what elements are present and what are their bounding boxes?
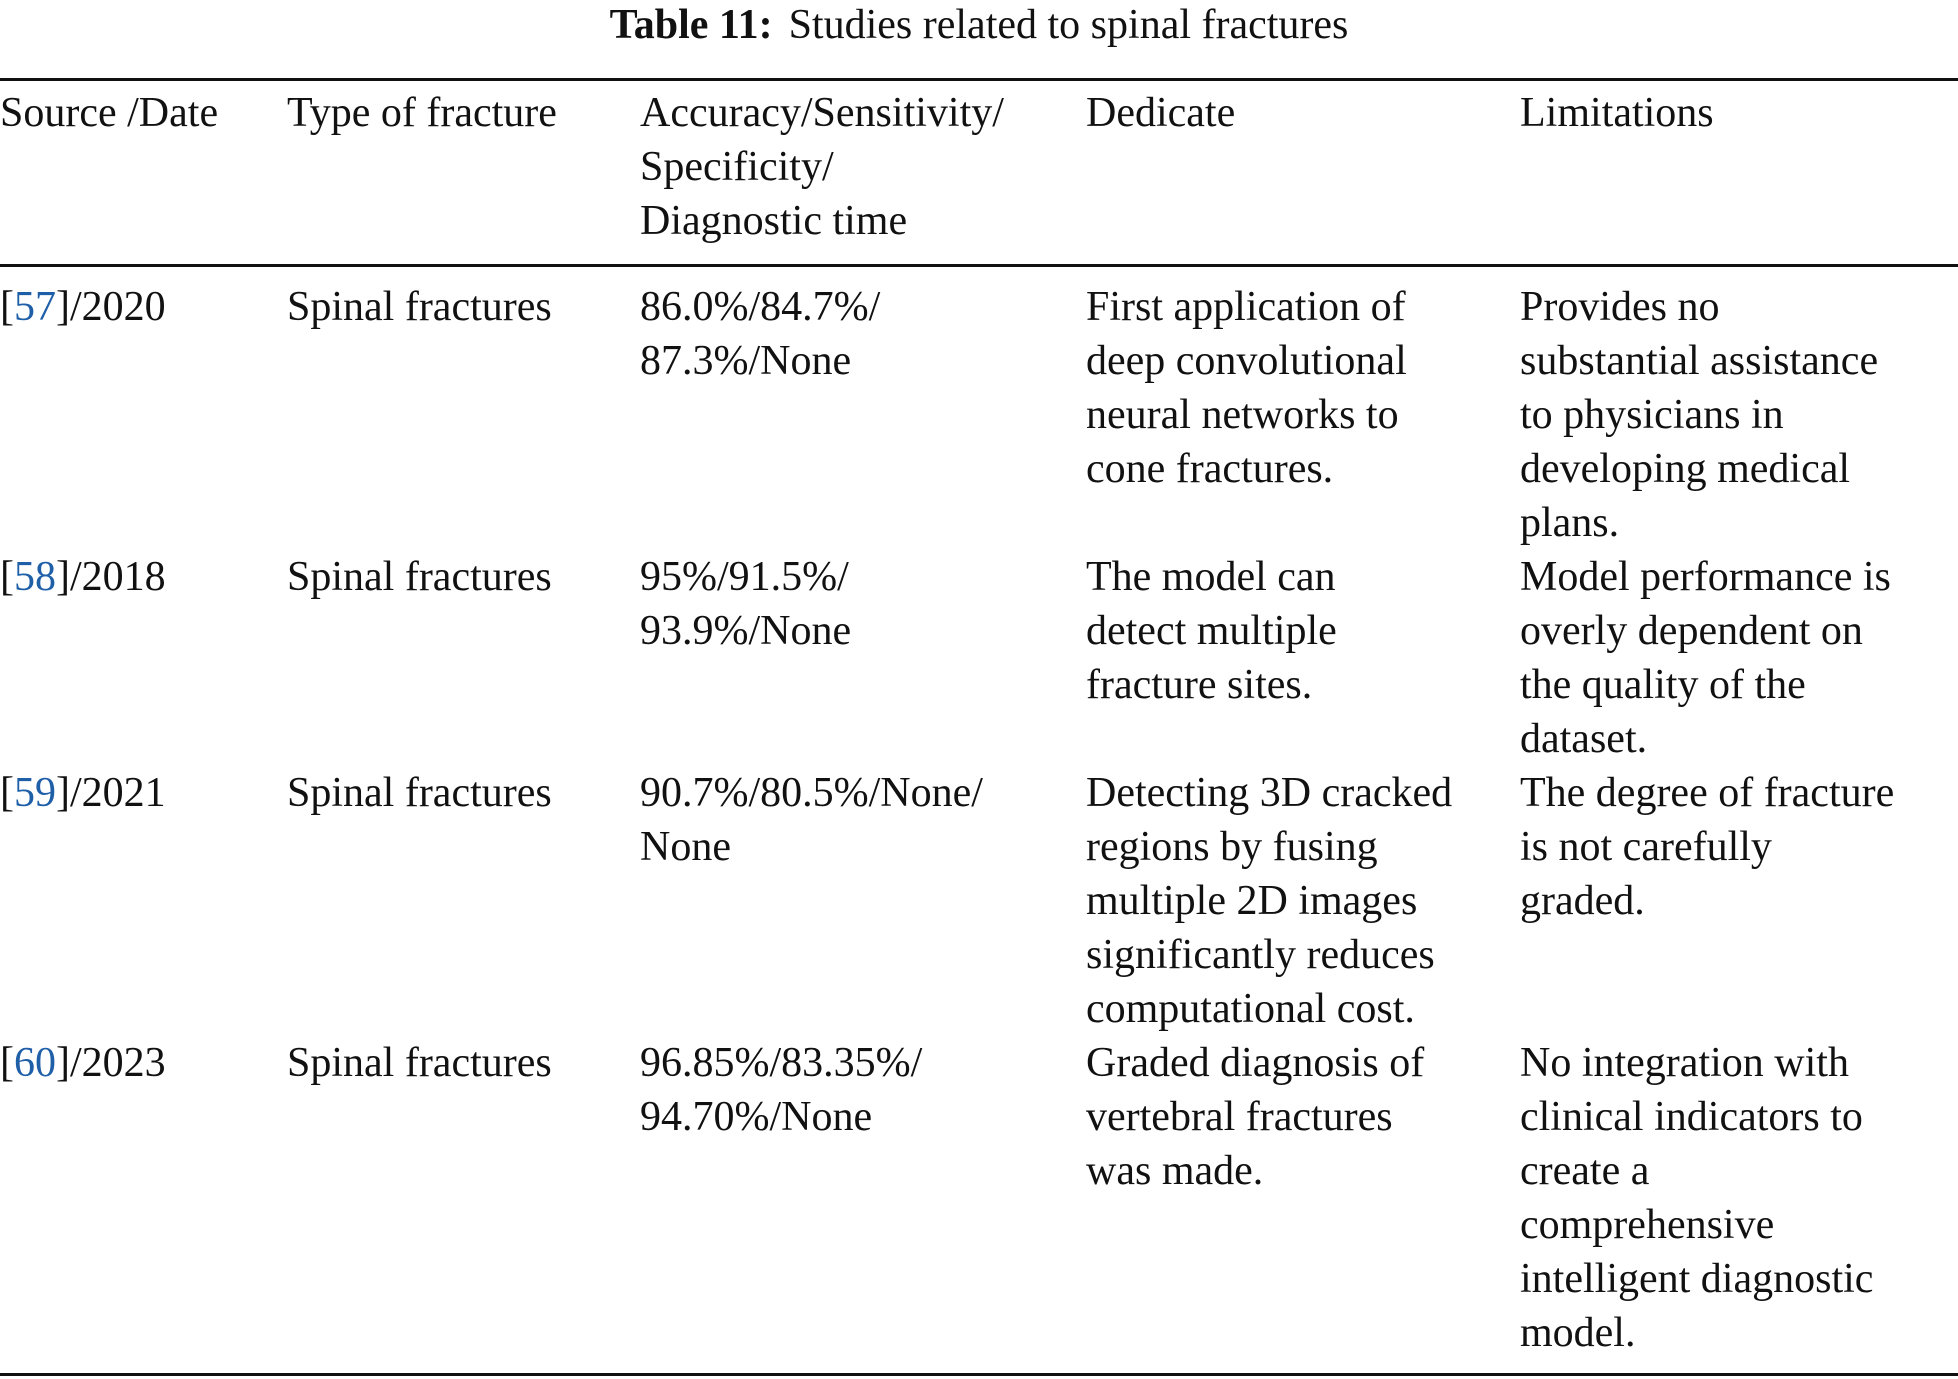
cell-line: overly dependent on [1520,608,1863,654]
cell-line: plans. [1520,500,1620,546]
cell-line: Model performance is [1520,554,1891,600]
cell-line: 87.3%/None [640,338,852,384]
cell-line: No integration with [1520,1040,1849,1086]
cell-line: detect multiple [1086,608,1337,654]
cell-source-date: [59]/2021 [0,770,166,816]
header-type-of-fracture: Type of fracture [287,90,557,136]
bottom-rule [0,1373,1958,1376]
cell-dedicate [1086,550,1520,766]
cell-line: fracture sites. [1086,662,1313,708]
cell-line: to physicians in [1520,392,1784,438]
cell-line: 86.0%/84.7%/ [640,284,881,330]
cell-dedicate [1086,1036,1520,1360]
cell-metrics [640,550,1086,766]
cell-line: Graded diagnosis of [1086,1040,1425,1086]
reference-link[interactable]: 57 [14,284,56,330]
cell-line: 94.70%/None [640,1094,873,1140]
cell-line: Detecting 3D cracked [1086,770,1453,816]
cell-source-date: [58]/2018 [0,554,166,600]
header-row [0,86,1958,266]
cell-metrics [640,1036,1086,1360]
cell-limitations [1520,766,1958,1036]
cell-line: 95%/91.5%/ [640,554,849,600]
cell-limitations [1520,266,1958,550]
table-row [0,266,1958,550]
cell-metrics [640,766,1086,1036]
cell-year: ]/2018 [56,554,166,600]
reference-link[interactable]: 60 [14,1040,56,1086]
cell-year: ]/2020 [56,284,166,330]
table-row [0,766,1958,1036]
cell-type: Spinal fractures [287,1040,552,1086]
cell-line: Provides no [1520,284,1720,330]
cell-source-date: [57]/2020 [0,284,166,330]
cell-year: ]/2023 [56,1040,166,1086]
cell-line: dataset. [1520,716,1648,762]
cell-line: 93.9%/None [640,608,852,654]
cell-line: cone fractures. [1086,446,1334,492]
header-metrics [640,86,1086,266]
reference-link[interactable]: 58 [14,554,56,600]
cell-limitations [1520,1036,1958,1360]
cell-line: model. [1520,1310,1636,1356]
cell-dedicate [1086,766,1520,1036]
header-source-date: Source /Date [0,90,219,136]
cell-type: Spinal fractures [287,284,552,330]
header-metrics-line: Diagnostic time [640,198,908,244]
cell-line: developing medical [1520,446,1851,492]
cell-line: significantly reduces [1086,932,1435,978]
cell-line: clinical indicators to [1520,1094,1863,1140]
cell-metrics [640,266,1086,550]
cell-line: graded. [1520,878,1645,924]
cell-line: 90.7%/80.5%/None/ [640,770,983,816]
cell-line: was made. [1086,1148,1264,1194]
cell-line: vertebral fractures [1086,1094,1393,1140]
cell-line: 96.85%/83.35%/ [640,1040,923,1086]
table-caption-label: Table 11: [609,2,773,48]
cell-line: The degree of fracture [1520,770,1895,816]
header-metrics-line: Specificity/ [640,144,834,190]
cell-type: Spinal fractures [287,554,552,600]
cell-line: multiple 2D images [1086,878,1418,924]
cell-line: The model can [1086,554,1336,600]
cell-line: the quality of the [1520,662,1806,708]
header-limitations: Limitations [1520,90,1714,136]
cell-limitations [1520,550,1958,766]
cell-dedicate [1086,266,1520,550]
table-caption-title: Studies related to spinal fractures [788,2,1349,48]
reference-link[interactable]: 59 [14,770,56,816]
cell-line: substantial assistance [1520,338,1879,384]
cell-line: First application of [1086,284,1406,330]
cell-line: intelligent diagnostic [1520,1256,1874,1302]
cell-line: neural networks to [1086,392,1399,438]
table-row [0,550,1958,766]
cell-line: is not carefully [1520,824,1772,870]
cell-line: None [640,824,731,870]
cell-line: create a [1520,1148,1650,1194]
cell-line: deep convolutional [1086,338,1407,384]
studies-table [0,86,1958,1360]
cell-line: computational cost. [1086,986,1415,1032]
table-caption [0,0,1958,50]
header-dedicate: Dedicate [1086,90,1236,136]
cell-source-date: [60]/2023 [0,1040,166,1086]
top-rule [0,78,1958,81]
table-row [0,1036,1958,1360]
cell-type: Spinal fractures [287,770,552,816]
cell-line: regions by fusing [1086,824,1378,870]
cell-year: ]/2021 [56,770,166,816]
cell-line: comprehensive [1520,1202,1775,1248]
header-metrics-line: Accuracy/Sensitivity/ [640,90,1004,136]
